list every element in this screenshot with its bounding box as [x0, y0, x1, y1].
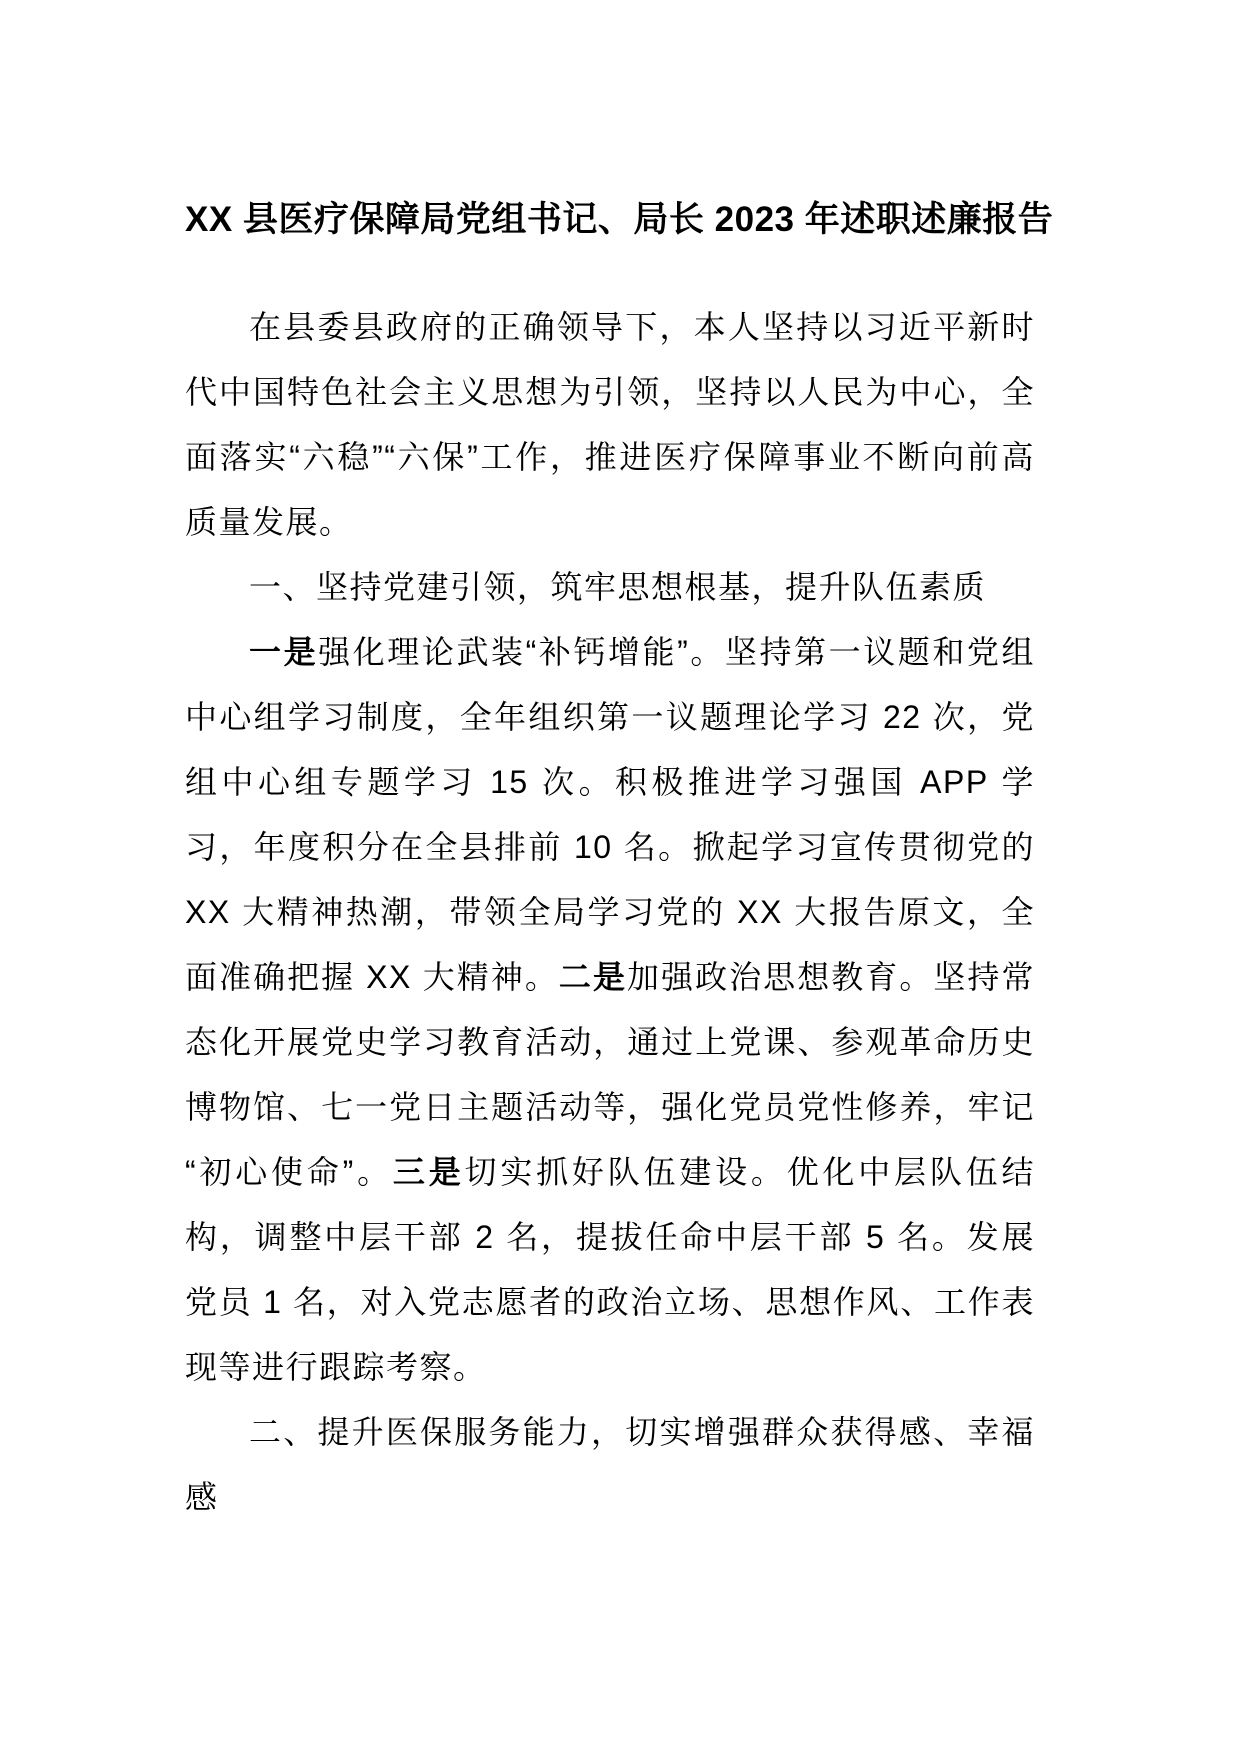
bold-text-run: 三是: [392, 1154, 465, 1190]
bold-text-run: 二是: [558, 959, 628, 995]
text-run: 切实抓好队伍建设。优化中层队伍结构，调整中层干部 2 名，提拔任命中层干部 5 名。发展党员 1 名，对入党志愿者的政治立场、思想作风、工作表现等进行跟踪考察。: [185, 1154, 1035, 1385]
section-heading-2: [185, 1400, 1035, 1530]
paragraph-section-1-body: [185, 620, 1035, 1400]
text-run: 一、坚持党建引领，筑牢思想根基，提升队伍素质: [249, 569, 987, 605]
section-heading-1: [185, 555, 1035, 620]
text-run: 加强政治思想教育。坚持常态化开展党史学习教育活动，通过上党课、参观革命历史博物馆、七一党日主题活动等，强化党员党性修养，牢记“初心使命”。: [185, 959, 1035, 1190]
text-run: 在县委县政府的正确领导下，本人坚持以习近平新时代中国特色社会主义思想为引领，坚持以人民为中心，全面落实“六稳”“六保”工作，推进医疗保障事业不断向前高质量发展。: [185, 309, 1035, 540]
bold-text-run: 一是: [249, 634, 319, 670]
paragraph-intro: [185, 295, 1035, 555]
text-run: 强化理论武装“补钙增能”。坚持第一议题和党组中心组学习制度，全年组织第一议题理论学习 22 次，党组中心组专题学习 15 次。积极推进学习强国 APP 学习，年度积分在全县排前 10 名。掀起学习宣传贯彻党的 XX 大精神热潮，带领全局学习党的 XX 大报告原文，全面准确把握 XX 大精神。: [185, 634, 1035, 995]
document-title: XX 县医疗保障局党组书记、局长 2023 年述职述廉报告: [185, 200, 1054, 239]
text-run: 二、提升医保服务能力，切实增强群众获得感、幸福感: [185, 1414, 1035, 1515]
